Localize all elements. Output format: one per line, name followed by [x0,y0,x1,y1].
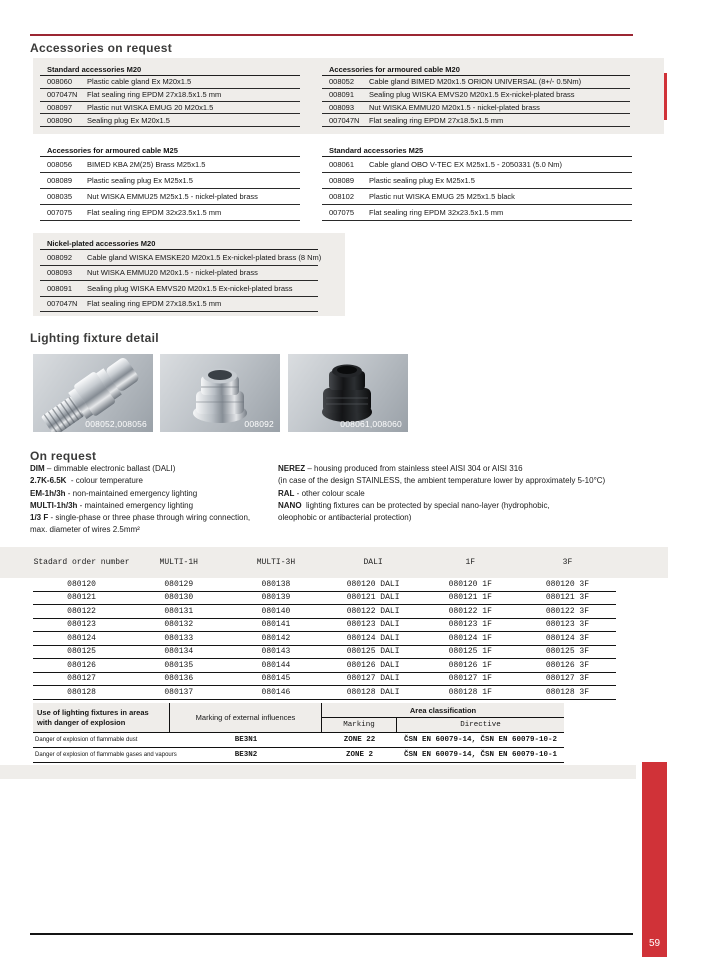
feature-line [30,501,250,513]
order-number: 080120 DALI [346,579,400,589]
order-code: 008092 [47,252,73,262]
feature-text: – dimmable electronic ballast (DALI) [44,464,176,473]
item-description: Nut WISKA EMMU20 M20x1.5 - nickel-plated brass [369,102,540,112]
feature-text: oleophobic or antibacterial protection) [278,513,412,523]
order-code: 007047N [47,299,78,309]
order-code: 008035 [47,192,73,201]
order-number: 080125 DALI [346,647,400,657]
table-row [40,76,300,89]
order-number: 080143 [261,647,291,657]
order-number: 080133 [164,633,194,643]
danger-type: Danger of explosion of flammable dust [35,737,138,743]
order-number: 080120 [67,579,96,589]
feature-term: RAL [278,488,295,498]
table-row [33,646,616,660]
photo-caption: 008061,008060 [340,419,402,429]
table-row [40,114,300,127]
order-number: 080126 [67,660,96,670]
order-number: 080145 [261,674,291,684]
feature-line [30,513,250,525]
feature-line [278,476,605,488]
table-row [33,733,564,748]
order-code: 008097 [47,102,73,112]
table-row [40,250,322,266]
table-nickel-plated-m20 [40,237,322,312]
lighting-section-title: Lighting fixture detail [30,331,159,345]
feature-term: 2.7K-6.5K [30,476,67,486]
order-number: 080121 1F [448,593,492,603]
order-number: 080123 1F [448,620,492,630]
feature-line [278,513,605,525]
feature-term: DIM [30,464,45,473]
column-header: Area classification [322,703,564,718]
item-description: BIMED KBA 2M(25) Brass M25x1.5 [87,160,206,169]
order-table [33,578,616,700]
accessories-section-title: Accessories on request [30,41,172,55]
item-description: Plastic nut WISKA EMUG 20 M20x1.5 [87,102,214,112]
order-code: 008102 [329,192,355,201]
table-row [40,281,318,297]
item-description: Cable gland OBO V-TEC EX M25x1.5 - 2050331 (5.0 Nm) [369,160,563,169]
order-number: 080128 1F [448,687,492,697]
order-number: 080134 [164,647,194,657]
item-description: Plastic cable gland Ex M20x1.5 [87,77,192,87]
table-row [33,605,616,619]
item-description: Plastic sealing plug Ex M25x1.5 [369,176,475,185]
order-number: 080120 3F [545,579,590,589]
feature-line [30,489,250,501]
explosion-table-header [33,703,564,733]
order-number: 080125 3F [545,647,590,657]
feature-text: - non-maintained emergency lighting [65,488,198,498]
item-description: Nut WISKA EMMU20 M20x1.5 - nickel-plated brass [87,268,258,278]
order-code: 008089 [47,176,73,185]
table-row [33,578,616,592]
order-code: 008091 [329,90,355,100]
order-number: 080121 [67,593,96,603]
column-header: Stadard order number [33,558,130,567]
feature-text: lighting fixtures can be protected by special nano-layer (hydrophobic, [301,500,550,510]
order-number: 080144 [261,660,291,670]
zone-marking: ZONE 2 [345,751,373,759]
order-number: 080128 [67,687,96,697]
order-number: 080122 3F [545,606,590,616]
section-bottom-strip [0,765,636,779]
order-code: 008091 [47,283,73,293]
order-code: 007047N [47,90,78,100]
order-number: 080127 1F [448,674,492,684]
order-number: 080124 1F [448,633,492,643]
table-title: Standard accessories M20 [40,63,300,76]
table-row [40,102,300,115]
order-number: 080127 3F [545,674,590,684]
item-description: Plastic nut WISKA EMUG 25 M25x1.5 black [369,192,515,201]
table-armoured-cable-m20 [322,63,630,127]
area-classification-header [322,703,564,732]
table-row [33,673,616,687]
order-number: 080131 [164,606,194,616]
table-row [40,89,300,102]
order-number: 080121 3F [545,593,590,603]
table-row [322,173,632,189]
table-standard-accessories-m20 [40,63,300,127]
item-description: Cable gland BIMED M20x1.5 ORION UNIVERSAL (8+/- 0.5Nm) [369,77,582,87]
order-code: 007075 [47,208,73,217]
column-header: MULTI-1H [159,558,198,567]
table-row [322,114,630,127]
order-number: 080123 [67,620,96,630]
table-row [40,189,300,205]
order-code: 008056 [47,160,73,169]
external-influence-marking: BE3N1 [234,736,258,744]
order-number: 080124 [67,633,96,643]
order-number: 080135 [164,660,194,670]
zone-marking: ZONE 22 [343,736,376,744]
order-number: 080127 DALI [346,674,400,684]
order-number: 080120 1F [448,579,492,589]
product-photo-black [288,354,408,432]
order-number: 080138 [261,579,291,589]
table-row [322,102,630,115]
order-table-headers [33,547,616,578]
feature-term: NANO [278,500,302,510]
order-number: 080132 [164,620,194,630]
column-header: 1F [465,558,476,567]
table-title: Standard accessories M25 [322,144,632,157]
order-number: 080128 3F [545,687,590,697]
item-description: Sealing plug WISKA EMVS20 M20x1.5 Ex-nickel-plated brass [369,90,575,100]
table-row [33,632,616,646]
directive: ČSN EN 60079-14, ČSN EN 60079-10-1 [403,751,558,759]
order-number: 080126 3F [545,660,590,670]
order-code: 008093 [47,268,73,278]
order-number: 080137 [164,687,194,697]
item-description: Flat sealing ring EPDM 27x18.5x1.5 mm [87,299,222,309]
order-number: 080122 [67,606,96,616]
item-description: Nut WISKA EMMU25 M25x1.5 - nickel-plated brass [87,192,258,201]
feature-line [30,476,250,488]
product-photo-chrome-angled [33,354,153,432]
order-code: 008089 [329,176,355,185]
item-description: Flat sealing ring EPDM 27x18.5x1.5 mm [87,90,222,100]
table-row [322,189,632,205]
order-number: 080141 [261,620,291,630]
order-number: 080123 3F [545,620,590,630]
order-code: 007047N [329,115,360,125]
photo-caption: 008092 [244,419,274,429]
order-number: 080125 1F [448,647,492,657]
order-number: 080128 DALI [346,687,400,697]
feature-text: (in case of the design STAINLESS, the ambient temperature lower by approximately 5-10°C) [278,476,606,486]
table-title: Accessories for armoured cable M20 [322,63,630,76]
order-number: 080122 DALI [346,606,400,616]
feature-term: 1/3 F [30,513,49,523]
order-number: 080127 [67,674,96,684]
column-header: Marking [322,718,397,732]
order-number: 080136 [164,674,194,684]
product-photo-chrome-upright [160,354,280,432]
feature-text: - colour temperature [66,476,143,486]
order-number: 080124 DALI [346,633,400,643]
feature-text: – housing produced from stainless steel AISI 304 or AISI 316 [305,464,523,473]
order-number: 080124 3F [545,633,590,643]
order-number: 080125 [67,647,96,657]
item-description: Flat sealing ring EPDM 32x23.5x1.5 mm [87,208,222,217]
column-header: Marking of external influences [170,703,322,732]
item-description: Flat sealing ring EPDM 27x18.5x1.5 mm [369,115,504,125]
order-code: 007075 [329,208,355,217]
order-number: 080130 [164,593,194,603]
table-row [322,157,632,173]
table-row [322,89,630,102]
feature-term: MULTI-1h/3h [30,500,78,510]
feature-term: EM-1h/3h [30,488,66,498]
table-row [40,173,300,189]
item-description: Flat sealing ring EPDM 32x23.5x1.5 mm [369,208,504,217]
feature-text: max. diameter of wires 2.5mm² [30,525,140,535]
table-row [33,659,616,673]
photo-caption: 008052,008056 [85,419,147,429]
table-row [322,205,632,221]
table-row [40,157,300,173]
feature-text: - other colour scale [294,488,365,498]
page-number: 59 [648,938,661,949]
table-armoured-cable-m25 [40,144,300,221]
table-row [322,76,630,89]
order-number: 080126 1F [448,660,492,670]
on-request-right-column [278,464,605,525]
feature-line [30,525,250,537]
feature-line [30,464,250,476]
danger-type: Danger of explosion of flammable gases and vapours [35,752,177,758]
footer-rule [30,933,633,935]
order-code: 008090 [47,115,73,125]
feature-line [278,501,605,513]
table-title: Accessories for armoured cable M25 [40,144,300,157]
explosion-area-table [33,703,564,763]
feature-text: - maintained emergency lighting [77,500,194,510]
feature-line [278,489,605,501]
page-number-bar [642,762,667,957]
order-number: 080146 [261,687,291,697]
order-number: 080122 1F [448,606,492,616]
column-header: 3F [562,558,573,567]
feature-text: - single-phase or three phase through wiring connection, [48,513,251,523]
directive: ČSN EN 60079-14, ČSN EN 60079-10-2 [403,736,558,744]
item-description: Plastic sealing plug Ex M25x1.5 [87,176,193,185]
order-number: 080140 [261,606,291,616]
item-description: Sealing plug Ex M20x1.5 [87,115,170,125]
table-row [40,297,318,313]
table-standard-accessories-m25 [322,144,632,221]
column-header: Use of lighting fixtures in areas with danger of explosion [33,703,170,732]
order-number: 080123 DALI [346,620,400,630]
on-request-left-column [30,464,250,538]
feature-line [278,464,605,476]
column-header: MULTI-3H [256,558,296,567]
order-code: 008093 [329,102,355,112]
table-title: Nickel-plated accessories M20 [40,237,318,250]
order-code: 008060 [47,77,73,87]
column-header: DALI [363,558,383,567]
order-number: 080129 [164,579,194,589]
table-row [33,686,616,700]
feature-term: NEREZ [278,464,306,473]
external-influence-marking: BE3N2 [234,751,258,759]
table-row [33,619,616,633]
order-code: 008052 [329,77,355,87]
order-number: 080142 [261,633,291,643]
order-number: 080121 DALI [346,593,400,603]
top-accent-rule [30,34,633,36]
column-header: Directive [460,721,501,729]
on-request-title: On request [30,449,97,463]
item-description: Sealing plug WISKA EMVS20 M20x1.5 Ex-nickel-plated brass [87,283,293,293]
order-number: 080126 DALI [346,660,400,670]
table-row [40,266,318,282]
table-row [33,592,616,606]
order-number: 080139 [261,593,291,603]
order-code: 008061 [329,160,355,169]
item-description: Cable gland WISKA EMSKE20 M20x1.5 Ex-nickel-plated brass (8 Nm) [87,252,322,262]
table-row [33,748,564,763]
table-row [40,205,300,221]
